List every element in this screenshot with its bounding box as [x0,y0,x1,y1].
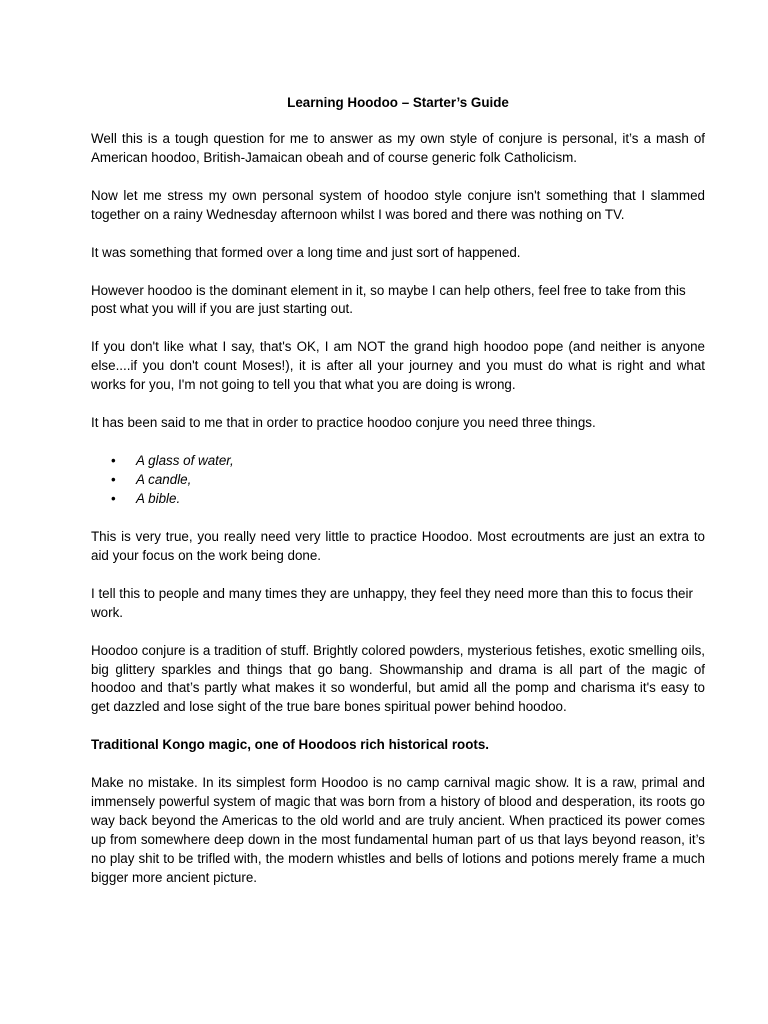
paragraph-unhappy-people: I tell this to people and many times they are unhappy, they feel they need more than this to focus their work. [91,585,693,620]
bullet-icon: • [111,452,116,468]
list-item [91,452,705,471]
list-item-text: A bible. [136,490,181,506]
paragraph-very-true: This is very true, you really need very little to practice Hoodoo. Most ecroutments are just an extra to aid your focus on the work being done. [91,528,705,563]
document-page [91,94,705,907]
list-item-text: A glass of water, [136,452,234,468]
paragraph-make-no-mistake: Make no mistake. In its simplest form Hoodoo is no camp carnival magic show. It is a raw, primal and immensely powerful system of magic that was born from a history of blood and desperation, its roots go way back beyond the Americas to the old world and are truly ancient. When practiced its power comes up from somewhere deep down in the most fundamental human part of us that lays beyond reason, it’s no play shit to be trifled with, the modern whistles and bells of lotions and potions merely frame a much bigger more ancient picture. [91,775,705,885]
paragraph-not-the-pope: If you don't like what I say, that's OK, I am NOT the grand high hoodoo pope (and neither is anyone else....if you don't count Moses!), it is after all your journey and you must do what is right and what works for you, I'm not going to tell you that what you are doing is wrong. [91,339,705,393]
paragraph-dominant-element: However hoodoo is the dominant element in it, so maybe I can help others, feel free to take from this post what you will if you are just starting out. [91,282,686,317]
paragraph-intro: Well this is a tough question for me to answer as my own style of conjure is personal, it’s a mash of American hoodoo, British-Jamaican obeah and of course generic folk Catholicism. [91,131,705,165]
paragraph-three-things: It has been said to me that in order to practice hoodoo conjure you need three things. [91,415,596,431]
paragraph-personal-system: Now let me stress my own personal system of hoodoo style conjure isn't something that I slammed together on a rainy Wednesday afternoon whilst I was bored and there was nothing on TV. [91,187,705,222]
list-item-text: A candle, [136,471,192,487]
three-things-list [91,452,705,509]
bullet-icon: • [111,471,116,487]
list-item [91,471,705,490]
bullet-icon: • [111,490,116,506]
paragraph-formed-over-time: It was something that formed over a long time and just sort of happened. [91,244,521,260]
document-title: Learning Hoodoo – Starter’s Guide [287,95,509,110]
section-heading: Traditional Kongo magic, one of Hoodoos rich historical roots. [91,737,490,753]
list-item [91,490,705,509]
paragraph-tradition-of-stuff: Hoodoo conjure is a tradition of stuff. Brightly colored powders, mysterious fetishes, exotic smelling oils, big glittery sparkles and things that go bang. Showmanship and drama is all part of the magic of hoodoo and that’s partly what makes it so wonderful, but amid all the pomp and charisma it's easy to get dazzled and lose sight of the true bare bones spiritual power behind hoodoo. [91,642,705,715]
